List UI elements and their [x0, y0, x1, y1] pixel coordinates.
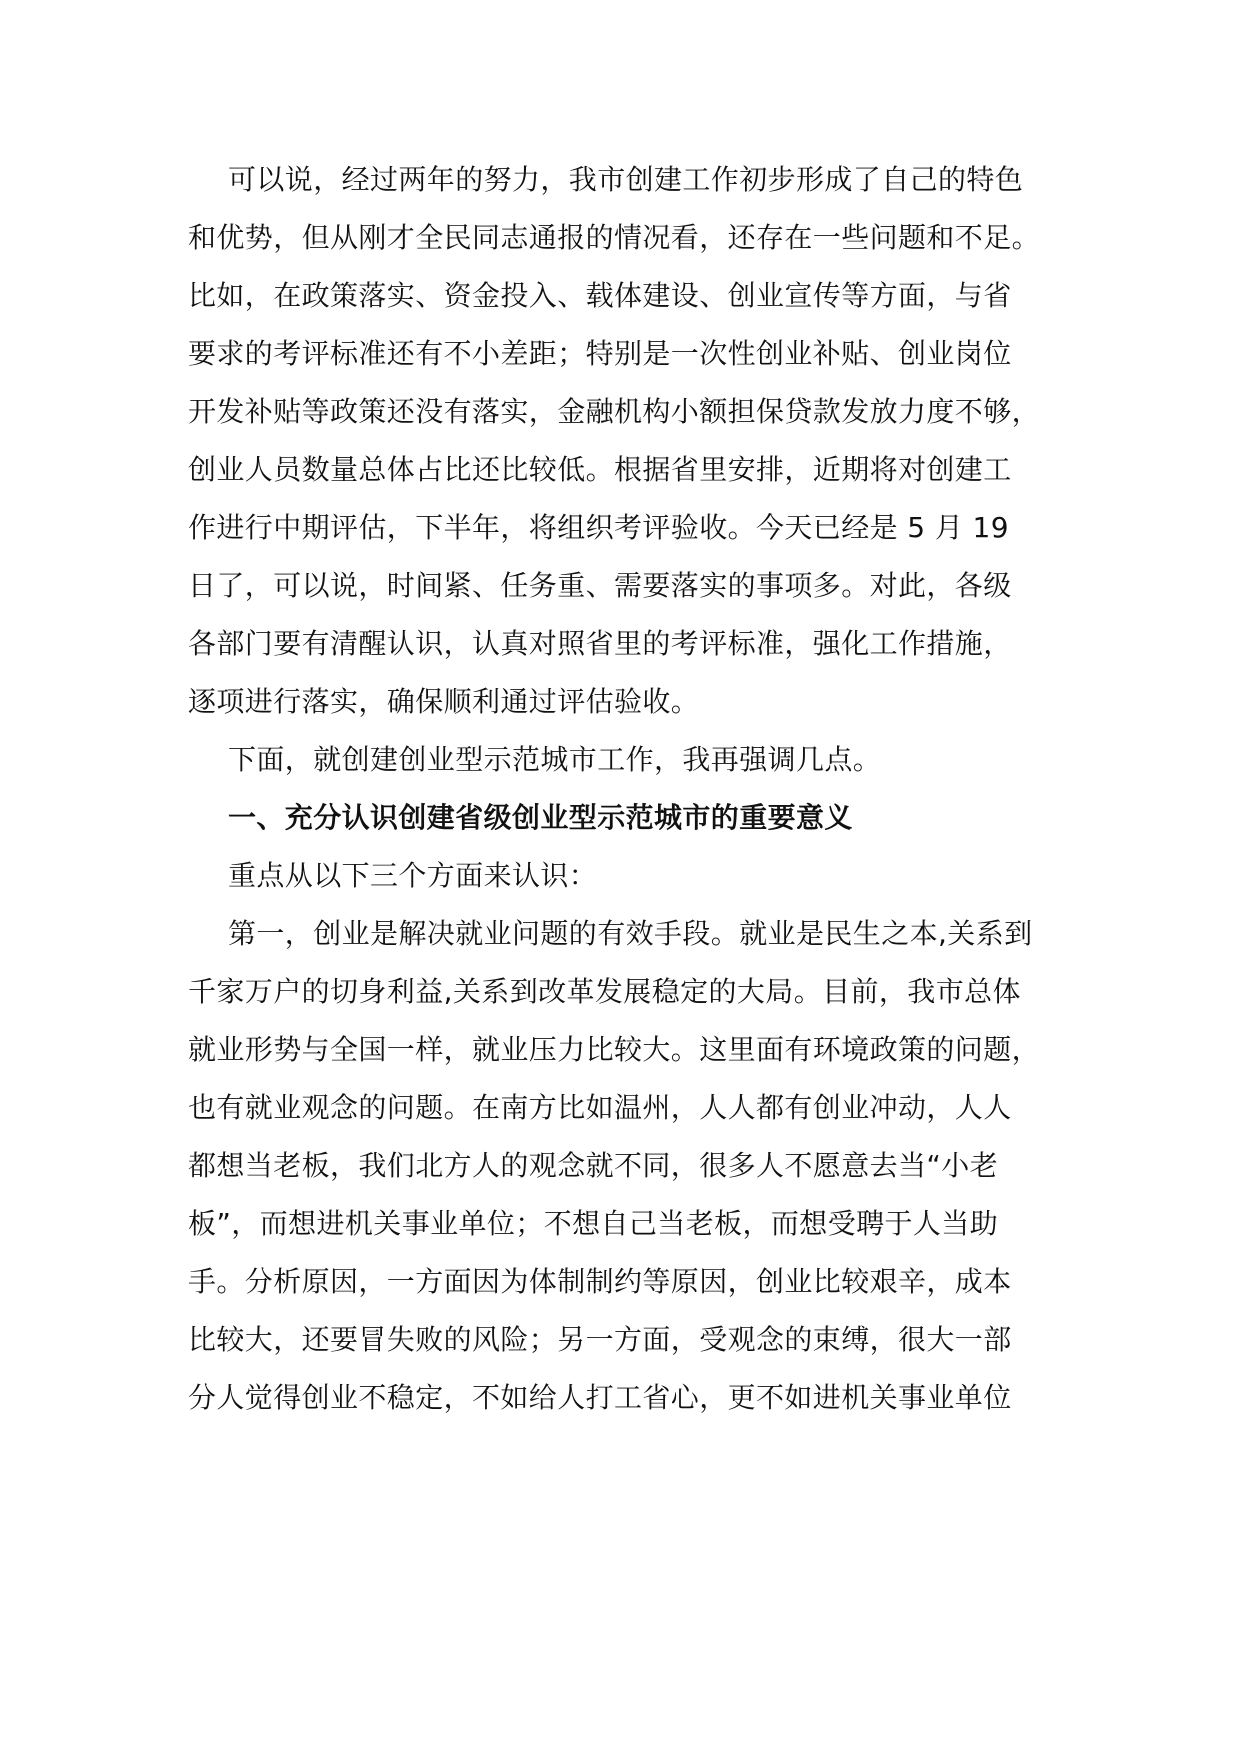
paragraph-line: 分人觉得创业不稳定，不如给人打工省心，更不如进机关事业单位	[188, 1381, 1012, 1414]
paragraph-line: 比如，在政策落实、资金投入、载体建设、创业宣传等方面，与省	[188, 279, 1012, 312]
paragraph-line: 和优势，但从刚才全民同志通报的情况看，还存在一些问题和不足。	[188, 221, 1041, 254]
section-heading: 一、充分认识创建省级创业型示范城市的重要意义	[228, 801, 853, 834]
paragraph-line: 开发补贴等政策还没有落实，金融机构小额担保贷款发放力度不够，	[188, 395, 1041, 428]
paragraph-line: 板”，而想进机关事业单位；不想自己当老板，而想受聘于人当助	[188, 1207, 999, 1240]
paragraph-line: 逐项进行落实，确保顺利通过评估验收。	[188, 685, 700, 718]
paragraph-line: 也有就业观念的问题。在南方比如温州，人人都有创业冲动，人人	[188, 1091, 1012, 1124]
paragraph-line: 日了，可以说，时间紧、任务重、需要落实的事项多。对此，各级	[188, 569, 1012, 602]
paragraph-line: 比较大，还要冒失败的风险；另一方面，受观念的束缚，很大一部	[188, 1323, 1012, 1356]
paragraph-line: 千家万户的切身利益,关系到改革发展稳定的大局。目前，我市总体	[188, 975, 1021, 1008]
paragraph-line: 就业形势与全国一样，就业压力比较大。这里面有环境政策的问题，	[188, 1033, 1041, 1066]
paragraph-line: 各部门要有清醒认识，认真对照省里的考评标准，强化工作措施，	[188, 627, 1012, 660]
paragraph-line: 重点从以下三个方面来认识：	[228, 859, 598, 892]
paragraph-line: 作进行中期评估，下半年，将组织考评验收。今天已经是 5 月 19	[188, 511, 1009, 544]
paragraph-line: 第一，创业是解决就业问题的有效手段。就业是民生之本,关系到	[228, 917, 1033, 950]
paragraph-line: 可以说，经过两年的努力，我市创建工作初步形成了自己的特色	[228, 163, 1024, 196]
paragraph-line: 要求的考评标准还有不小差距；特别是一次性创业补贴、创业岗位	[188, 337, 1012, 370]
paragraph-line: 手。分析原因，一方面因为体制制约等原因，创业比较艰辛，成本	[188, 1265, 1012, 1298]
paragraph-line: 下面，就创建创业型示范城市工作，我再强调几点。	[228, 743, 882, 776]
paragraph-line: 都想当老板，我们北方人的观念就不同，很多人不愿意去当“小老	[188, 1149, 999, 1182]
paragraph-line: 创业人员数量总体占比还比较低。根据省里安排，近期将对创建工	[188, 453, 1012, 486]
